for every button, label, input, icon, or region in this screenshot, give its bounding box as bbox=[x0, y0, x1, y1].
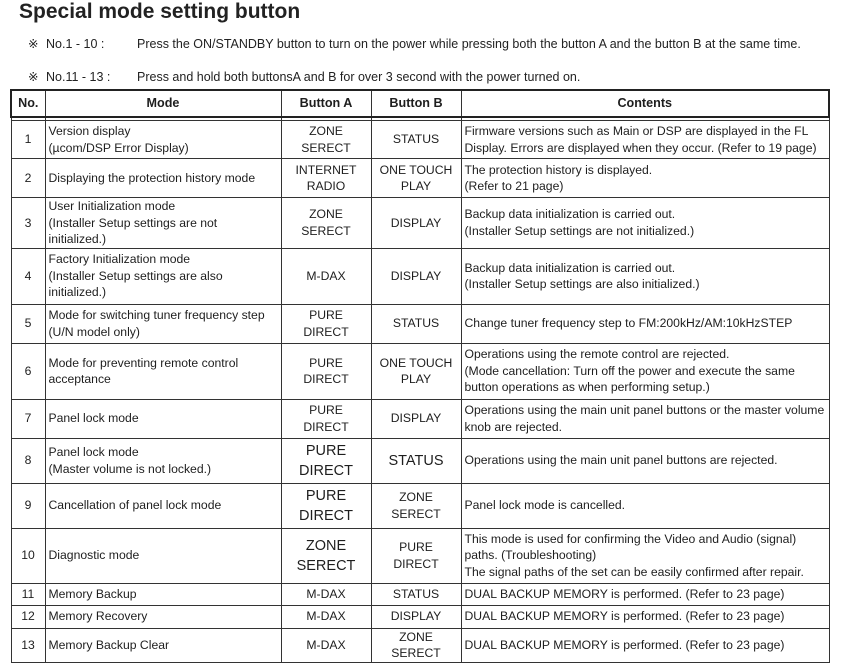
cell-line: DIRECT bbox=[303, 324, 349, 339]
cell-line: PLAY bbox=[400, 372, 432, 386]
cell-line: Displaying the protection history mode bbox=[48, 170, 256, 185]
table-row bbox=[11, 121, 829, 159]
cell-no: 9 bbox=[11, 483, 45, 528]
cell-button-a bbox=[281, 248, 371, 304]
cell-button-b bbox=[371, 605, 461, 628]
cell-contents bbox=[461, 399, 829, 438]
cell-line: DUAL BACKUP MEMORY is performed. (Refer to 23 page) bbox=[464, 586, 785, 601]
cell-line: DIRECT bbox=[393, 556, 439, 571]
cell-button-a bbox=[281, 159, 371, 198]
cell-line: The protection history is displayed. bbox=[464, 162, 653, 177]
table-row bbox=[11, 399, 829, 438]
cell-button-a bbox=[281, 483, 371, 528]
cell-button-a bbox=[281, 399, 371, 438]
cell-contents bbox=[461, 628, 829, 662]
cell-mode bbox=[45, 343, 281, 399]
cell-line: M-DAX bbox=[306, 586, 346, 601]
cell-line: (Mode cancellation: Turn off the power and execute the same bbox=[464, 363, 795, 378]
cell-line: ZONE bbox=[309, 207, 343, 222]
table-row bbox=[11, 583, 829, 605]
table-row bbox=[11, 528, 829, 583]
cell-mode bbox=[45, 583, 281, 605]
cell-no: 5 bbox=[11, 304, 45, 343]
cell-line: Mode for switching tuner frequency step bbox=[48, 308, 265, 322]
cell-button-b bbox=[371, 528, 461, 583]
cell-button-b bbox=[371, 159, 461, 198]
cell-line: (µcom/DSP Error Display) bbox=[48, 140, 189, 155]
cell-line: INTERNET bbox=[295, 162, 357, 177]
cell-line: DIRECT bbox=[299, 507, 353, 524]
cell-contents bbox=[461, 605, 829, 628]
cell-button-b bbox=[371, 483, 461, 528]
cell-button-b bbox=[371, 248, 461, 304]
cell-line: PURE bbox=[309, 355, 343, 370]
cell-line: DIRECT bbox=[303, 419, 349, 434]
cell-line: M-DAX bbox=[306, 637, 346, 652]
note-text: Press and hold both buttonsA and B for over 3 second with the power turned on. bbox=[137, 70, 581, 84]
cell-mode bbox=[45, 198, 281, 249]
cell-button-a bbox=[281, 198, 371, 249]
cell-no: 1 bbox=[11, 121, 45, 159]
cell-no: 10 bbox=[11, 528, 45, 583]
cell-line: STATUS bbox=[392, 586, 440, 601]
cell-line: DISPLAY bbox=[390, 411, 442, 426]
cell-line: SERECT bbox=[391, 506, 441, 521]
cell-line: (Installer Setup settings are also bbox=[48, 268, 223, 283]
cell-no: 4 bbox=[11, 248, 45, 304]
cell-button-a bbox=[281, 304, 371, 343]
cell-line: Backup data initialization is carried out. bbox=[464, 207, 676, 222]
header-button-a: Button A bbox=[281, 90, 371, 117]
table-header-row bbox=[11, 90, 829, 117]
cell-line: acceptance bbox=[48, 372, 111, 386]
cell-line: Panel lock mode is cancelled. bbox=[464, 498, 626, 513]
cell-contents bbox=[461, 304, 829, 343]
cell-button-a bbox=[281, 121, 371, 159]
cell-line: STATUS bbox=[392, 132, 440, 147]
cell-mode bbox=[45, 304, 281, 343]
table-row bbox=[11, 343, 829, 399]
cell-line: ONE TOUCH bbox=[379, 355, 453, 370]
cell-button-b bbox=[371, 399, 461, 438]
reference-mark: ※ bbox=[28, 70, 39, 84]
cell-line: (Installer Setup settings are also initialized.) bbox=[464, 277, 700, 291]
special-mode-table bbox=[10, 89, 828, 663]
cell-line: RADIO bbox=[306, 179, 346, 193]
cell-line: PURE bbox=[309, 308, 343, 322]
cell-line: knob are rejected. bbox=[464, 419, 563, 434]
cell-no: 13 bbox=[11, 628, 45, 662]
cell-contents bbox=[461, 483, 829, 528]
cell-line: initialized.) bbox=[48, 285, 107, 300]
cell-line: Operations using the main unit panel buttons or the master volume bbox=[464, 403, 825, 417]
cell-button-b bbox=[371, 438, 461, 483]
cell-line: (U/N model only) bbox=[48, 324, 140, 339]
cell-mode bbox=[45, 628, 281, 662]
cell-line: (Installer Setup settings are not initialized.) bbox=[464, 223, 695, 238]
cell-line: Mode for preventing remote control bbox=[48, 355, 239, 370]
cell-line: The signal paths of the set can be easily confirmed after repair. bbox=[464, 564, 804, 579]
cell-line: ZONE bbox=[305, 537, 347, 554]
cell-line: ONE TOUCH bbox=[379, 162, 453, 177]
cell-line: This mode is used for confirming the Video and Audio (signal) bbox=[464, 531, 797, 546]
header-button-b: Button B bbox=[371, 90, 461, 117]
cell-line: DUAL BACKUP MEMORY is performed. (Refer to 23 page) bbox=[464, 637, 785, 652]
cell-line: Panel lock mode bbox=[48, 445, 139, 459]
cell-button-a bbox=[281, 528, 371, 583]
cell-button-a bbox=[281, 438, 371, 483]
cell-line: DIRECT bbox=[303, 372, 349, 386]
cell-line: DISPLAY bbox=[390, 609, 442, 624]
cell-line: Change tuner frequency step to FM:200kHz/AM:10kHzSTEP bbox=[464, 316, 793, 331]
cell-line: DISPLAY bbox=[390, 215, 442, 230]
table-row bbox=[11, 159, 829, 198]
cell-line: SERECT bbox=[301, 140, 351, 155]
cell-line: PURE bbox=[305, 442, 347, 459]
cell-contents bbox=[461, 159, 829, 198]
cell-mode bbox=[45, 605, 281, 628]
cell-line: M-DAX bbox=[306, 609, 346, 624]
cell-line: STATUS bbox=[388, 452, 444, 469]
cell-contents bbox=[461, 248, 829, 304]
header-contents: Contents bbox=[461, 90, 829, 117]
cell-line: User Initialization mode bbox=[48, 199, 176, 213]
cell-line: SERECT bbox=[301, 223, 351, 238]
cell-contents bbox=[461, 121, 829, 159]
cell-line: Operations using the remote control are rejected. bbox=[464, 347, 730, 362]
cell-no: 6 bbox=[11, 343, 45, 399]
cell-line: Memory Recovery bbox=[48, 609, 148, 624]
cell-button-a bbox=[281, 583, 371, 605]
cell-line: Firmware versions such as Main or DSP are displayed in the FL bbox=[464, 124, 809, 138]
cell-line: PLAY bbox=[400, 179, 432, 193]
table-row bbox=[11, 438, 829, 483]
cell-line: Diagnostic mode bbox=[48, 548, 140, 563]
table-row bbox=[11, 483, 829, 528]
cell-line: Memory Backup bbox=[48, 586, 137, 601]
cell-button-a bbox=[281, 628, 371, 662]
cell-button-b bbox=[371, 198, 461, 249]
cell-line: Factory Initialization mode bbox=[48, 252, 191, 267]
cell-button-b bbox=[371, 343, 461, 399]
cell-no: 7 bbox=[11, 399, 45, 438]
cell-line: (Installer Setup settings are not initialized.) bbox=[48, 215, 218, 246]
page-title: Special mode setting button bbox=[19, 0, 301, 23]
cell-line: PURE bbox=[309, 403, 343, 417]
cell-line: PURE bbox=[399, 540, 433, 554]
cell-button-a bbox=[281, 343, 371, 399]
cell-no: 12 bbox=[11, 605, 45, 628]
cell-mode bbox=[45, 399, 281, 438]
cell-line: Panel lock mode bbox=[48, 411, 139, 426]
table-row bbox=[11, 605, 829, 628]
cell-line: M-DAX bbox=[306, 268, 346, 283]
cell-line: DISPLAY bbox=[390, 268, 442, 283]
cell-line: (Refer to 21 page) bbox=[464, 179, 564, 193]
cell-button-b bbox=[371, 583, 461, 605]
header-mode: Mode bbox=[45, 90, 281, 117]
cell-line: ZONE bbox=[399, 490, 433, 504]
cell-button-a bbox=[281, 605, 371, 628]
cell-line: Backup data initialization is carried out. bbox=[464, 260, 676, 275]
cell-no: 2 bbox=[11, 159, 45, 198]
cell-contents bbox=[461, 198, 829, 249]
cell-contents bbox=[461, 528, 829, 583]
cell-line: Cancellation of panel lock mode bbox=[48, 498, 222, 513]
table-row bbox=[11, 248, 829, 304]
note-label: No.1 - 10 : bbox=[46, 37, 105, 51]
note-no-1-10 bbox=[28, 36, 818, 70]
cell-contents bbox=[461, 438, 829, 483]
cell-line: Version display bbox=[48, 124, 131, 138]
cell-line: DIRECT bbox=[299, 462, 353, 479]
cell-line: Display. Errors are displayed when they occur. (Refer to 19 page) bbox=[464, 140, 817, 155]
cell-no: 3 bbox=[11, 198, 45, 249]
cell-line: ZONE bbox=[399, 629, 433, 644]
cell-line: SERECT bbox=[391, 646, 441, 660]
cell-mode bbox=[45, 248, 281, 304]
cell-line: DUAL BACKUP MEMORY is performed. (Refer to 23 page) bbox=[464, 609, 785, 624]
note-text: Press the ON/STANDBY button to turn on the power while pressing both the button A and the button B at the same time. bbox=[137, 37, 801, 51]
table-row bbox=[11, 198, 829, 249]
cell-mode bbox=[45, 121, 281, 159]
cell-mode bbox=[45, 528, 281, 583]
cell-contents bbox=[461, 583, 829, 605]
cell-line: SERECT bbox=[296, 557, 356, 574]
cell-line: button operations as when performing setup.) bbox=[464, 380, 710, 395]
cell-line: (Master volume is not locked.) bbox=[48, 461, 212, 476]
table-row bbox=[11, 628, 829, 662]
cell-button-b bbox=[371, 628, 461, 662]
cell-line: PURE bbox=[305, 487, 347, 504]
reference-mark: ※ bbox=[28, 37, 39, 51]
cell-line: ZONE bbox=[309, 124, 343, 138]
note-no-11-13 bbox=[28, 69, 818, 85]
cell-button-b bbox=[371, 121, 461, 159]
cell-line: paths. (Troubleshooting) bbox=[464, 548, 597, 563]
cell-mode bbox=[45, 483, 281, 528]
cell-mode bbox=[45, 159, 281, 198]
cell-no: 11 bbox=[11, 583, 45, 605]
cell-line: STATUS bbox=[392, 316, 440, 331]
header-no: No. bbox=[11, 90, 45, 117]
table-row bbox=[11, 304, 829, 343]
cell-contents bbox=[461, 343, 829, 399]
cell-line: Memory Backup Clear bbox=[48, 637, 170, 652]
cell-button-b bbox=[371, 304, 461, 343]
note-label: No.11 - 13 : bbox=[46, 70, 111, 84]
cell-mode bbox=[45, 438, 281, 483]
cell-no: 8 bbox=[11, 438, 45, 483]
cell-line: Operations using the main unit panel buttons are rejected. bbox=[464, 453, 778, 468]
